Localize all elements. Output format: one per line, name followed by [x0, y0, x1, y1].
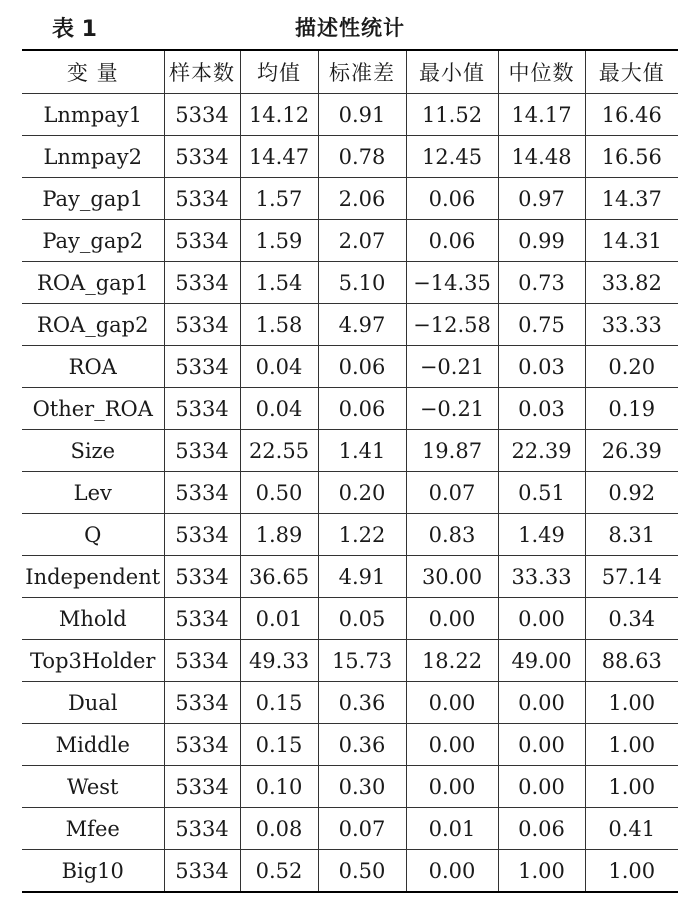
cell-max: 33.82 [585, 262, 678, 304]
cell-mean: 1.54 [240, 262, 318, 304]
cell-std-dev: 2.06 [318, 178, 406, 220]
cell-median: 14.17 [498, 94, 585, 136]
cell-variable: ROA_gap1 [22, 262, 164, 304]
cell-variable: Top3Holder [22, 640, 164, 682]
cell-max: 1.00 [585, 682, 678, 724]
cell-median: 0.00 [498, 682, 585, 724]
cell-mean: 49.33 [240, 640, 318, 682]
cell-mean: 0.15 [240, 682, 318, 724]
cell-std-dev: 0.06 [318, 346, 406, 388]
cell-mean: 36.65 [240, 556, 318, 598]
cell-variable: Independent [22, 556, 164, 598]
cell-variable: Lev [22, 472, 164, 514]
cell-sample-size: 5334 [164, 472, 240, 514]
column-header-mean: 均值 [240, 50, 318, 94]
cell-min: 12.45 [406, 136, 498, 178]
cell-mean: 14.12 [240, 94, 318, 136]
table-row [22, 178, 678, 220]
cell-max: 16.46 [585, 94, 678, 136]
cell-mean: 1.58 [240, 304, 318, 346]
cell-median: 0.06 [498, 808, 585, 850]
cell-min: 0.00 [406, 724, 498, 766]
cell-median: 49.00 [498, 640, 585, 682]
cell-mean: 0.04 [240, 346, 318, 388]
table-row [22, 682, 678, 724]
cell-max: 57.14 [585, 556, 678, 598]
cell-sample-size: 5334 [164, 724, 240, 766]
cell-variable: Pay_gap1 [22, 178, 164, 220]
cell-min: 0.06 [406, 220, 498, 262]
cell-min: 0.07 [406, 472, 498, 514]
cell-std-dev: 2.07 [318, 220, 406, 262]
cell-min: −12.58 [406, 304, 498, 346]
table-caption [0, 10, 700, 46]
cell-mean: 0.50 [240, 472, 318, 514]
column-header-std-dev: 标准差 [318, 50, 406, 94]
cell-median: 1.49 [498, 514, 585, 556]
table-row [22, 346, 678, 388]
cell-sample-size: 5334 [164, 766, 240, 808]
cell-min: 30.00 [406, 556, 498, 598]
cell-max: 0.20 [585, 346, 678, 388]
column-header-median: 中位数 [498, 50, 585, 94]
table-row [22, 640, 678, 682]
cell-median: 0.97 [498, 178, 585, 220]
cell-sample-size: 5334 [164, 808, 240, 850]
cell-variable: Lnmpay1 [22, 94, 164, 136]
cell-mean: 1.89 [240, 514, 318, 556]
cell-max: 0.19 [585, 388, 678, 430]
cell-sample-size: 5334 [164, 640, 240, 682]
cell-variable: Middle [22, 724, 164, 766]
cell-max: 0.41 [585, 808, 678, 850]
cell-max: 1.00 [585, 850, 678, 893]
column-header-min: 最小值 [406, 50, 498, 94]
cell-max: 8.31 [585, 514, 678, 556]
cell-variable: Big10 [61, 858, 124, 883]
cell-std-dev: 0.05 [318, 598, 406, 640]
cell-sample-size: 5334 [164, 94, 240, 136]
table-row [22, 766, 678, 808]
table-row [22, 514, 678, 556]
cell-sample-size: 5334 [164, 514, 240, 556]
cell-std-dev: 1.41 [318, 430, 406, 472]
cell-sample-size: 5334 [164, 178, 240, 220]
table-row [22, 724, 678, 766]
cell-mean: 14.47 [240, 136, 318, 178]
table-row [22, 850, 678, 893]
cell-variable: ROA [22, 346, 164, 388]
cell-max: 1.00 [585, 724, 678, 766]
cell-min: 0.06 [406, 178, 498, 220]
cell-std-dev: 0.91 [318, 94, 406, 136]
cell-mean: 1.57 [240, 178, 318, 220]
cell-max: 14.37 [585, 178, 678, 220]
cell-variable: Pay_gap2 [22, 220, 164, 262]
cell-median: 0.75 [498, 304, 585, 346]
cell-max: 88.63 [585, 640, 678, 682]
column-header-variable: 变 量 [22, 50, 164, 94]
column-header-sample-size: 样本数 [164, 50, 240, 94]
cell-min: 19.87 [406, 430, 498, 472]
cell-std-dev: 0.36 [318, 724, 406, 766]
cell-median: 14.48 [498, 136, 585, 178]
cell-std-dev: 0.78 [318, 136, 406, 178]
cell-median: 0.00 [498, 724, 585, 766]
cell-variable: ROA_gap2 [22, 304, 164, 346]
table-row [22, 136, 678, 178]
table-row [22, 430, 678, 472]
table-row [22, 388, 678, 430]
cell-max: 14.31 [585, 220, 678, 262]
cell-mean: 0.01 [240, 598, 318, 640]
cell-variable: West [22, 766, 164, 808]
cell-sample-size: 5334 [164, 346, 240, 388]
cell-min: 0.00 [406, 766, 498, 808]
cell-max: 26.39 [585, 430, 678, 472]
cell-median: 0.51 [498, 472, 585, 514]
cell-variable: Other_ROA [22, 388, 164, 430]
cell-sample-size: 5334 [164, 304, 240, 346]
cell-min: 0.01 [406, 808, 498, 850]
table-row [22, 472, 678, 514]
cell-median: 0.03 [498, 388, 585, 430]
cell-variable: Lnmpay2 [22, 136, 164, 178]
cell-max: 0.34 [585, 598, 678, 640]
table-header-row [22, 50, 678, 94]
cell-variable: Q [22, 514, 164, 556]
cell-min: 0.00 [406, 598, 498, 640]
table-row [22, 262, 678, 304]
cell-max: 33.33 [585, 304, 678, 346]
table-row [22, 304, 678, 346]
cell-min: −14.35 [406, 262, 498, 304]
cell-variable: Size [22, 430, 164, 472]
cell-std-dev: 0.30 [318, 766, 406, 808]
cell-mean: 0.08 [240, 808, 318, 850]
cell-median: 1.00 [498, 850, 585, 893]
cell-std-dev: 15.73 [318, 640, 406, 682]
cell-std-dev: 0.36 [318, 682, 406, 724]
cell-sample-size: 5334 [164, 388, 240, 430]
cell-mean: 0.52 [240, 850, 318, 893]
cell-sample-size: 5334 [164, 850, 240, 893]
cell-sample-size: 5334 [164, 136, 240, 178]
cell-variable: Mfee [22, 808, 164, 850]
cell-min: 11.52 [406, 94, 498, 136]
cell-std-dev: 0.07 [318, 808, 406, 850]
table-row [22, 220, 678, 262]
table-row [22, 598, 678, 640]
table-body [22, 94, 678, 893]
cell-std-dev: 5.10 [318, 262, 406, 304]
cell-median: 0.00 [498, 766, 585, 808]
cell-min: 0.83 [406, 514, 498, 556]
cell-mean: 1.59 [240, 220, 318, 262]
cell-sample-size: 5334 [164, 556, 240, 598]
cell-variable: Dual [22, 682, 164, 724]
table-row [22, 556, 678, 598]
cell-median: 0.99 [498, 220, 585, 262]
cell-mean: 0.04 [240, 388, 318, 430]
cell-median: 0.73 [498, 262, 585, 304]
table-row [22, 94, 678, 136]
cell-max: 0.92 [585, 472, 678, 514]
cell-mean: 0.10 [240, 766, 318, 808]
cell-median: 33.33 [498, 556, 585, 598]
cell-sample-size: 5334 [164, 220, 240, 262]
cell-min: 18.22 [406, 640, 498, 682]
cell-std-dev: 1.22 [318, 514, 406, 556]
cell-min: −0.21 [406, 388, 498, 430]
cell-mean: 0.15 [240, 724, 318, 766]
table-title: 描述性统计 [295, 16, 405, 40]
cell-min: 0.00 [406, 850, 498, 893]
cell-median: 0.00 [498, 598, 585, 640]
cell-variable: Mhold [22, 598, 164, 640]
cell-min: 0.00 [406, 682, 498, 724]
cell-std-dev: 4.97 [318, 304, 406, 346]
cell-std-dev: 0.50 [318, 850, 406, 893]
cell-max: 1.00 [585, 766, 678, 808]
cell-std-dev: 0.20 [318, 472, 406, 514]
cell-mean: 22.55 [240, 430, 318, 472]
cell-std-dev: 4.91 [318, 556, 406, 598]
cell-min: −0.21 [406, 346, 498, 388]
descriptive-statistics-table [22, 49, 678, 893]
cell-sample-size: 5334 [164, 262, 240, 304]
table-row [22, 808, 678, 850]
cell-median: 22.39 [498, 430, 585, 472]
cell-median: 0.03 [498, 346, 585, 388]
cell-sample-size: 5334 [164, 682, 240, 724]
cell-max: 16.56 [585, 136, 678, 178]
column-header-max: 最大值 [585, 50, 678, 94]
cell-sample-size: 5334 [164, 430, 240, 472]
table-number: 表 1 [52, 17, 97, 42]
cell-sample-size: 5334 [164, 598, 240, 640]
cell-std-dev: 0.06 [318, 388, 406, 430]
